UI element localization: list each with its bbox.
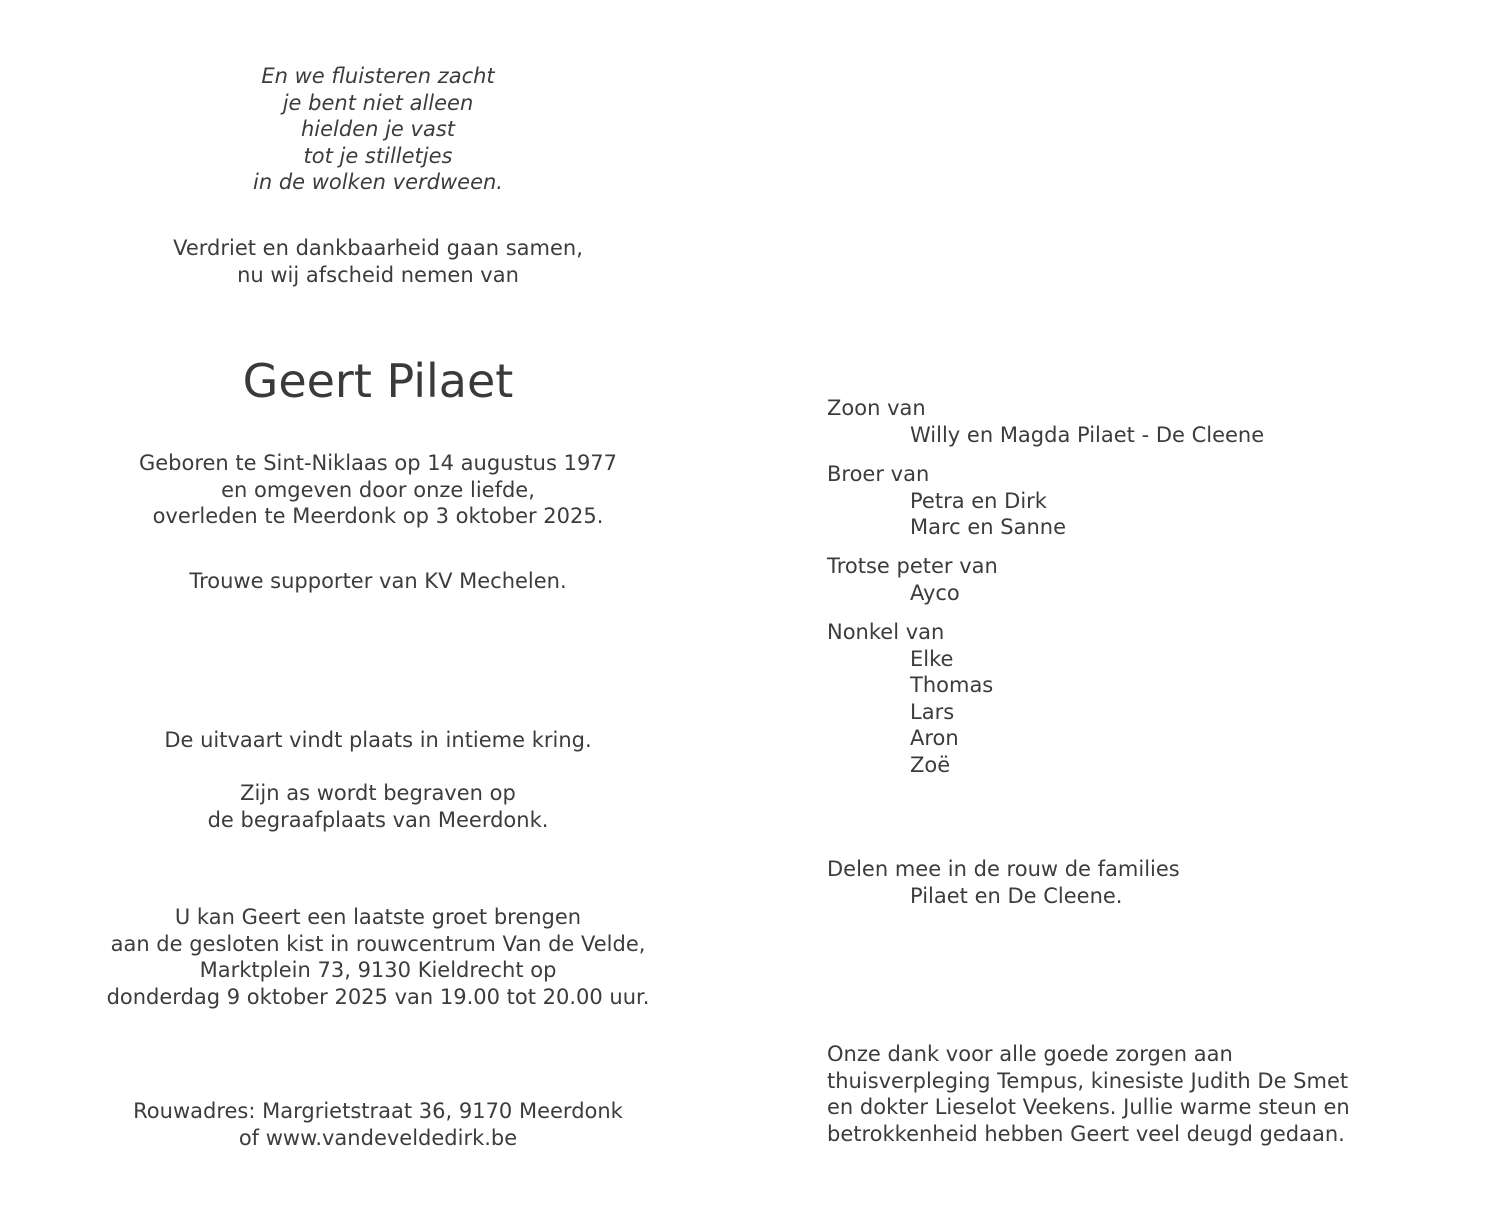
poem-line: hielden je vast [300,117,456,141]
birth-line: Geboren te Sint-Niklaas op 14 augustus 1977 [138,451,618,475]
relation-name: Marc en Sanne [910,515,1067,539]
birth-line: en omgeven door onze liefde, [221,477,535,502]
poem-line: tot je stilletjes [303,143,453,168]
mourning-families [827,856,1180,909]
birth-line: overleden te Meerdonk op 3 oktober 2025. [152,504,604,528]
relation-brother [827,461,1066,541]
mourning-address [0,1098,756,1151]
thanks-note [827,1041,1350,1147]
ashes-line: de begraafplaats van Meerdonk. [207,807,549,832]
address-line: Rouwadres: Margrietstraat 36, 9170 Meerdonk [133,1099,623,1123]
relation-name: Petra en Dirk [910,488,1047,513]
relation-heading: Broer van [827,462,930,486]
poem-line: je bent niet alleen [282,90,474,115]
relation-name: Lars [910,699,955,724]
website-link[interactable]: of www.vandeveldedirk.be [238,1125,518,1150]
relation-godfather [827,553,998,606]
ashes-note [0,780,756,833]
thanks-line: en dokter Lieselot Veekens. Jullie warme steun en [827,1095,1350,1119]
visit-line: aan de gesloten kist in rouwcentrum Van de Velde, [110,931,646,956]
thanks-line: betrokkenheid hebben Geert veel deugd gedaan. [827,1121,1345,1146]
relation-heading: Nonkel van [827,620,945,644]
mourning-name: Pilaet en De Cleene. [910,883,1123,908]
poem-line: En we fluisteren zacht [261,64,495,88]
relation-name: Zoë [910,752,951,777]
intro-line: Verdriet en dankbaarheid gaan samen, [173,236,583,260]
deceased-name: Geert Pilaet [242,354,514,408]
relation-name: Ayco [910,580,960,605]
intro-text [0,235,756,288]
visit-line: U kan Geert een laatste groet brengen [174,905,582,929]
poem-line: in de wolken verdween. [253,170,503,194]
relation-uncle [827,619,993,778]
visitation-info [0,904,756,1010]
birth-death-info [0,450,756,530]
funeral-note: De uitvaart vindt plaats in intieme kring. [164,728,592,752]
visit-line: Marktplein 73, 9130 Kieldrecht op [199,958,557,982]
ashes-line: Zijn as wordt begraven op [240,781,516,805]
relation-name: Aron [910,726,959,750]
poem [0,63,756,196]
visit-line: donderdag 9 oktober 2025 van 19.00 tot 20.00 uur. [106,984,650,1009]
intro-line: nu wij afscheid nemen van [237,262,519,287]
mourning-heading: Delen mee in de rouw de families [827,857,1180,881]
relation-son [827,395,1264,448]
relation-name: Elke [910,646,954,671]
thanks-line: thuisverpleging Tempus, kinesiste Judith De Smet [827,1068,1349,1093]
relation-heading: Trotse peter van [827,554,998,578]
relation-heading: Zoon van [827,396,926,420]
thanks-line: Onze dank voor alle goede zorgen aan [827,1042,1233,1066]
relation-name: Thomas [910,673,994,697]
supporter-note: Trouwe supporter van KV Mechelen. [189,569,567,593]
relation-name: Willy en Magda Pilaet - De Cleene [910,422,1265,447]
